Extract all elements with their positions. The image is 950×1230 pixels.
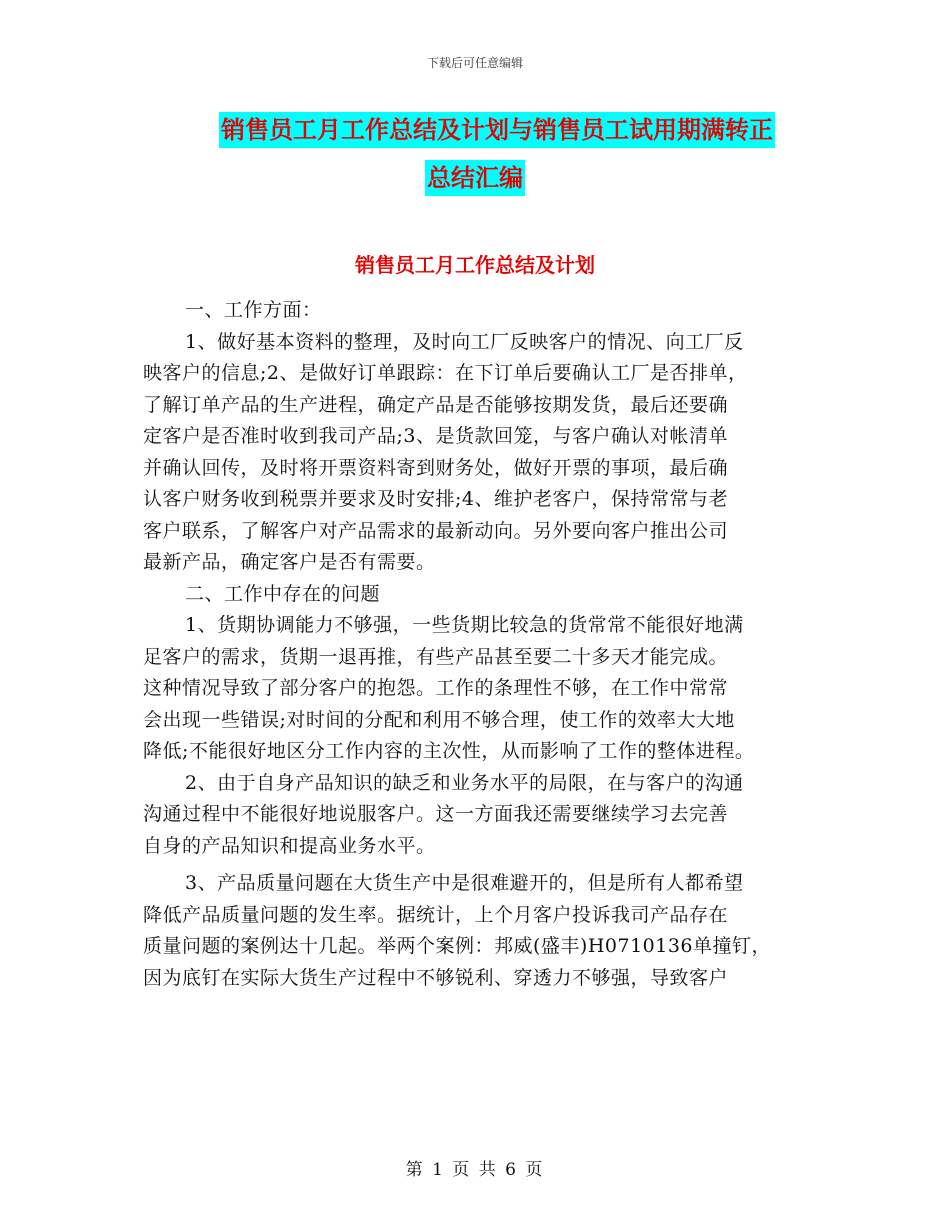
text-line: 认客户财务收到税票并要求及时安排;4、维护老客户，保持常常与老 bbox=[143, 488, 728, 510]
text-line: 二、工作中存在的问题 bbox=[185, 582, 381, 605]
body-text bbox=[143, 295, 843, 994]
text-line: 因为底钉在实际大货生产过程中不够锐利、穿透力不够强，导致客户 bbox=[143, 966, 729, 989]
text-line: 降低产品质量问题的发生率。据统计，上个月客户投诉我司产品存在 bbox=[143, 903, 729, 926]
text-line: 定客户是否准时收到我司产品;3、是货款回笼，与客户确认对帐清单 bbox=[143, 425, 728, 447]
text-line: 客户联系，了解客户对产品需求的最新动向。另外要向客户推出公司 bbox=[143, 519, 729, 542]
text-line: 并确认回传，及时将开票资料寄到财务处，做好开票的事项，最后确 bbox=[143, 456, 729, 479]
page-indicator: 第 1 页 共 6 页 bbox=[405, 1160, 545, 1180]
title-line-2: 总结汇编 bbox=[425, 160, 525, 196]
text-line: 这种情况导致了部分客户的抱怨。工作的条理性不够，在工作中常常 bbox=[143, 677, 729, 699]
text-line: 映客户的信息;2、是做好订单跟踪：在下订单后要确认工厂是否排单， bbox=[143, 362, 748, 384]
title-line-1: 销售员工月工作总结及计划与销售员工试用期满转正 bbox=[219, 112, 775, 148]
text-line: 3、产品质量问题在大货生产中是很难避开的，但是所有人都希望 bbox=[185, 872, 744, 894]
text-line: 最新产品，确定客户是否有需要。 bbox=[143, 551, 436, 573]
document-title bbox=[0, 112, 950, 196]
section-heading: 销售员工月工作总结及计划 bbox=[355, 253, 595, 277]
text-line: 会出现一些错误;对时间的分配和利用不够合理，使工作的效率大大地 bbox=[143, 708, 735, 731]
header-note: 下载后可任意编辑 bbox=[426, 56, 523, 70]
text-line: 一、工作方面： bbox=[185, 299, 322, 321]
text-line: 2、由于自身产品知识的缺乏和业务水平的局限，在与客户的沟通 bbox=[185, 771, 744, 794]
text-line: 自身的产品知识和提高业务水平。 bbox=[143, 834, 436, 857]
text-line: 足客户的需求，货期一退再推，有些产品甚至要二十多天才能完成。 bbox=[143, 645, 729, 668]
text-line: 1、做好基本资料的整理，及时向工厂反映客户的情况、向工厂反 bbox=[185, 330, 744, 353]
text-line: 了解订单产品的生产进程，确定产品是否能够按期发货，最后还要确 bbox=[143, 393, 729, 416]
text-line: 沟通过程中不能很好地说服客户。这一方面我还需要继续学习去完善 bbox=[143, 803, 729, 825]
text-line: 质量问题的案例达十几起。举两个案例：邦威(盛丰)H0710136单撞钉， bbox=[143, 935, 772, 957]
text-line: 1、货期协调能力不够强，一些货期比较急的货常常不能很好地满 bbox=[185, 614, 744, 636]
text-line: 降低;不能很好地区分工作内容的主次性，从而影响了工作的整体进程。 bbox=[143, 740, 755, 762]
